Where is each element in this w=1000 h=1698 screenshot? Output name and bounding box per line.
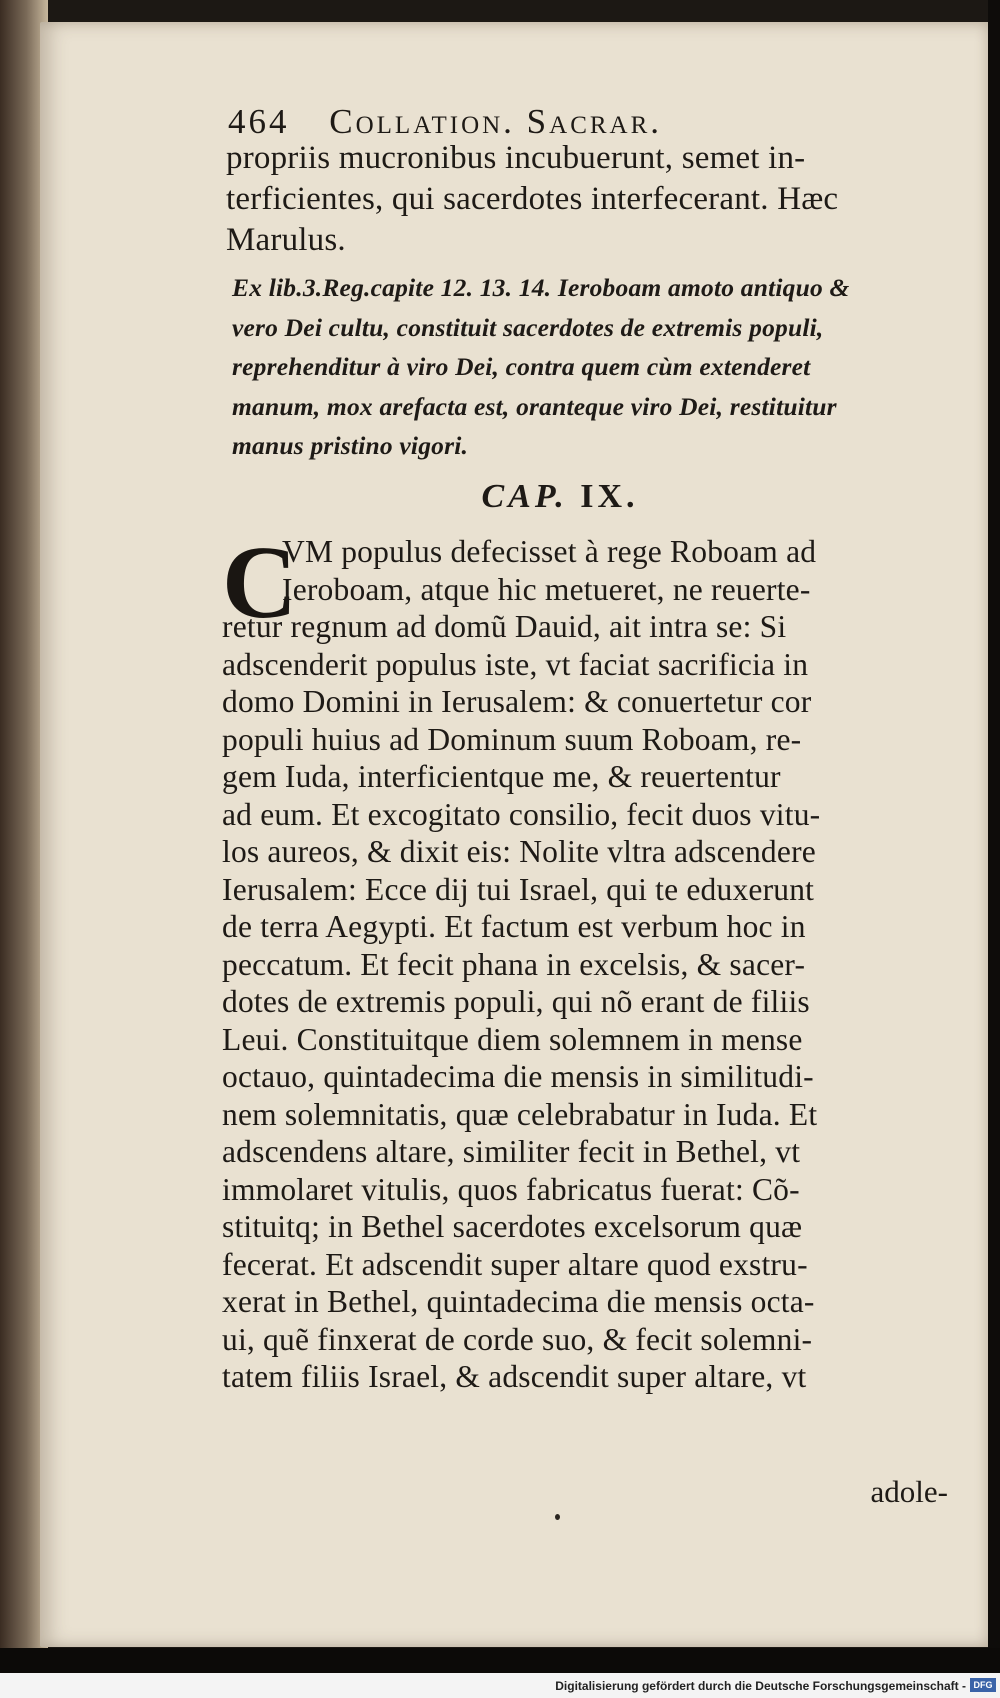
body-line: nem solemnitatis, quæ celebrabatur in Iuda. Et <box>222 1096 818 1132</box>
body-line: Ierusalem: Ecce dij tui Israel, qui te eduxerunt <box>222 871 815 907</box>
body-line: xerat in Bethel, quintadecima die mensis octa- <box>222 1284 815 1319</box>
body-line: ui, quẽ finxerat de corde suo, & fecit solemni- <box>222 1321 813 1357</box>
body-line: tatem filiis Israel, & adscendit super altare, vt <box>222 1359 807 1394</box>
running-title: Collation. Sacrar. <box>329 102 663 141</box>
ink-dot <box>555 1514 560 1520</box>
body-line: adscendens altare, similiter fecit in Bethel, vt <box>222 1134 801 1169</box>
chapter-heading <box>0 478 1000 516</box>
catchword: adole- <box>870 1474 948 1509</box>
body-line: populi huius ad Dominum suum Roboam, re- <box>222 721 802 757</box>
dfg-logo-badge: DFG <box>970 1678 996 1692</box>
body-line: octauo, quintadecima die mensis in similitudi- <box>222 1059 814 1094</box>
chapter-label: CAP. <box>481 478 568 515</box>
body-line: dotes de extremis populi, qui nõ erant de filiis <box>222 984 810 1019</box>
body-line: los aureos, & dixit eis: Nolite vltra adscendere <box>222 834 816 869</box>
scan-edge <box>988 0 1000 1650</box>
body-line: immolaret vitulis, quos fabricatus fuerat: Cõ- <box>222 1171 800 1207</box>
summary-line: Ex lib.3.Reg.capite 12. 13. 14. Ieroboam amoto antiquo & <box>232 273 850 302</box>
funding-credit: Digitalisierung gefördert durch die Deutsche Forschungsgemeinschaft - <box>555 1679 966 1693</box>
summary-line: manus pristino vigori. <box>232 431 469 460</box>
body-line: adscenderit populus iste, vt faciat sacrificia in <box>222 646 809 682</box>
body-line: retur regnum ad domũ Dauid, ait intra se: Si <box>222 609 787 644</box>
running-header <box>228 102 908 142</box>
chapter-number: IX. <box>580 478 639 515</box>
body-line: VM populus defecisset à rege Roboam ad <box>282 534 817 569</box>
credit-bar <box>0 1673 1000 1698</box>
body-line: Ieroboam, atque hic metueret, ne reuerte- <box>282 571 811 607</box>
summary-line: manum, mox arefacta est, oranteque viro Dei, restituitur <box>232 391 837 421</box>
text-line: propriis mucronibus incubuerunt, semet in- <box>226 140 806 176</box>
body-line: peccatum. Et fecit phana in excelsis, & sacer- <box>222 946 806 982</box>
text-line: terficientes, qui sacerdotes interfecerant. Hæc <box>226 181 839 217</box>
body-line: Leui. Constituitque diem solemnem in mense <box>222 1021 803 1057</box>
body-line: de terra Aegypti. Et factum est verbum hoc in <box>222 909 806 944</box>
body-line: ad eum. Et excogitato consilio, fecit duos vitu- <box>222 796 821 832</box>
text-line: Marulus. <box>226 222 346 258</box>
chapter-summary <box>232 268 962 466</box>
top-paragraph <box>226 138 966 261</box>
summary-line: vero Dei cultu, constituit sacerdotes de extremis populi, <box>232 312 824 342</box>
body-line: domo Domini in Ierusalem: & conuertetur cor <box>222 684 812 719</box>
chapter-body <box>222 525 982 1396</box>
summary-line: reprehenditur à viro Dei, contra quem cùm extenderet <box>232 352 811 381</box>
body-line: fecerat. Et adscendit super altare quod exstru- <box>222 1246 808 1282</box>
body-line: stituitq; in Bethel sacerdotes excelsorum quæ <box>222 1209 803 1244</box>
page-number: 464 <box>228 102 290 141</box>
body-line: gem Iuda, interficientque me, & reuertentur <box>222 759 781 794</box>
drop-cap-initial: C <box>222 525 298 640</box>
scan-bottom-edge <box>0 1648 1000 1673</box>
